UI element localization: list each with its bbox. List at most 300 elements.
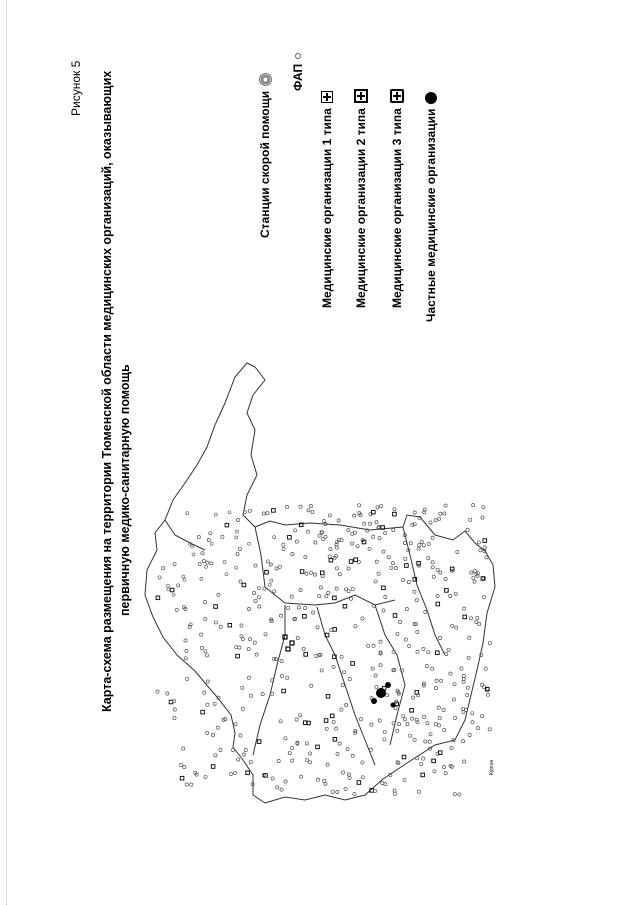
- fap-marker: [214, 621, 217, 624]
- fap-marker: [443, 766, 446, 769]
- fap-marker: [413, 738, 416, 741]
- fap-marker: [378, 537, 381, 540]
- med-org-marker: [170, 588, 174, 592]
- med-org-marker: [405, 564, 409, 568]
- med-org-marker: [246, 771, 250, 775]
- fap-marker: [177, 584, 180, 587]
- fap-marker: [166, 584, 169, 587]
- fap-marker: [197, 536, 200, 539]
- fap-marker: [210, 542, 213, 545]
- fap-marker: [456, 550, 459, 553]
- fap-marker: [186, 512, 189, 515]
- fap-marker: [351, 754, 354, 757]
- fap-marker: [481, 715, 484, 718]
- fap-marker: [347, 567, 350, 570]
- fap-marker: [403, 718, 406, 721]
- fap-marker: [424, 610, 427, 613]
- fap-marker: [431, 667, 434, 670]
- fap-marker: [370, 723, 373, 726]
- fap-marker: [422, 647, 425, 650]
- fap-marker: [450, 746, 453, 749]
- fap-marker: [234, 723, 237, 726]
- med-org-marker: [236, 654, 240, 658]
- fap-marker: [347, 529, 350, 532]
- fap-marker: [238, 646, 241, 649]
- fap-marker: [184, 639, 187, 642]
- fap-marker: [409, 542, 412, 545]
- med-org-marker: [225, 523, 229, 527]
- fap-marker: [214, 513, 217, 516]
- fap-marker: [198, 563, 201, 566]
- fap-marker: [431, 566, 434, 569]
- fap-marker: [236, 553, 239, 556]
- fap-marker: [217, 593, 220, 596]
- fap-marker: [295, 718, 298, 721]
- city-marker: [391, 703, 396, 708]
- fap-marker: [241, 638, 244, 641]
- fap-marker: [396, 729, 399, 732]
- fap-marker: [335, 567, 338, 570]
- fap-marker: [466, 686, 469, 689]
- fap-marker: [472, 504, 475, 507]
- fap-marker: [380, 504, 383, 507]
- fap-marker: [396, 632, 399, 635]
- title-line-1: Карта-схема размещения на территории Тюменской области медицинских организаций, оказывающих: [100, 70, 114, 712]
- figure-label: Рисунок 5: [69, 60, 83, 116]
- med-org-marker: [333, 738, 337, 742]
- fap-marker: [473, 580, 476, 583]
- fap-marker: [348, 776, 351, 779]
- fap-marker: [427, 542, 430, 545]
- med-org-marker: [330, 714, 334, 718]
- fap-marker: [416, 650, 419, 653]
- fap-marker: [296, 637, 299, 640]
- fap-marker: [444, 577, 447, 580]
- fap-marker: [341, 684, 344, 687]
- fap-marker: [318, 595, 321, 598]
- fap-marker: [325, 727, 328, 730]
- fap-marker: [202, 560, 205, 563]
- med-org-marker: [354, 558, 358, 562]
- fap-marker: [460, 667, 463, 670]
- med-org-marker: [445, 589, 449, 593]
- fap-marker: [172, 593, 175, 596]
- med-org-marker: [282, 689, 286, 693]
- fap-marker: [404, 638, 407, 641]
- fap-marker: [340, 655, 343, 658]
- fap-marker: [305, 742, 308, 745]
- fap-marker: [288, 752, 291, 755]
- fap-marker: [404, 557, 407, 560]
- fap-marker: [304, 606, 307, 609]
- med-type1-icon: [321, 91, 333, 103]
- fap-marker: [156, 690, 159, 693]
- fap-marker: [353, 514, 356, 517]
- fap-marker: [275, 567, 278, 570]
- med-org-marker: [329, 558, 333, 562]
- fap-marker: [462, 710, 465, 713]
- fap-marker: [483, 577, 486, 580]
- fap-marker: [463, 760, 466, 763]
- fap-marker: [242, 753, 245, 756]
- title-line-2: первичную медико-санитарную помощь: [118, 364, 132, 616]
- fap-marker: [310, 571, 313, 574]
- fap-marker: [233, 771, 236, 774]
- fap-marker: [279, 614, 282, 617]
- fap-marker: [445, 652, 448, 655]
- fap-marker: [481, 516, 484, 519]
- fap-marker: [329, 548, 332, 551]
- med-org-marker: [402, 755, 406, 759]
- fap-marker: [235, 530, 238, 533]
- fap-marker: [429, 521, 432, 524]
- fap-marker: [201, 552, 204, 555]
- med-org-marker: [228, 623, 232, 627]
- fap-marker: [413, 511, 416, 514]
- fap-marker: [383, 738, 386, 741]
- fap-marker: [213, 702, 216, 705]
- fap-marker: [463, 607, 466, 610]
- fap-marker: [417, 547, 420, 550]
- med-org-marker: [214, 605, 218, 609]
- med-org-marker: [300, 570, 304, 574]
- med-org-marker: [265, 571, 269, 575]
- fap-marker: [325, 595, 328, 598]
- med-org-marker: [333, 628, 337, 632]
- fap-marker: [427, 651, 430, 654]
- fap-marker: [338, 742, 341, 745]
- fap-marker: [375, 560, 378, 563]
- legend-med-type1-label: Медицинские организации 1 типа: [320, 108, 334, 308]
- fap-marker: [353, 793, 356, 796]
- fap-marker: [180, 763, 183, 766]
- legend-fap-label: ФАП: [291, 63, 305, 91]
- fap-marker: [166, 692, 169, 695]
- fap-marker: [271, 777, 274, 780]
- fap-marker: [451, 624, 454, 627]
- fap-marker: [309, 761, 312, 764]
- fap-marker: [434, 519, 437, 522]
- fap-marker: [483, 546, 486, 549]
- fap-marker: [338, 573, 341, 576]
- region-map: [135, 355, 515, 825]
- med-org-marker: [333, 596, 337, 600]
- fap-marker: [428, 740, 431, 743]
- fap-marker: [453, 793, 456, 796]
- fap-marker: [314, 541, 317, 544]
- fap-marker: [479, 549, 482, 552]
- med-org-marker: [283, 635, 287, 639]
- fap-marker: [282, 543, 285, 546]
- fap-marker: [351, 542, 354, 545]
- fap-marker: [363, 522, 366, 525]
- fap-marker: [254, 599, 257, 602]
- fap-marker: [291, 759, 294, 762]
- fap-marker: [331, 790, 334, 793]
- fap-marker: [422, 544, 425, 547]
- fap-marker: [232, 748, 235, 751]
- fap-marker: [203, 691, 206, 694]
- ambulance-station-icon: [259, 73, 272, 86]
- fap-marker: [458, 793, 461, 796]
- fap-marker: [328, 514, 331, 517]
- legend-med-type2: [354, 89, 368, 308]
- med-org-marker: [382, 586, 386, 590]
- med-org-marker: [349, 560, 353, 564]
- fap-marker: [249, 761, 252, 764]
- med-org-marker: [436, 651, 440, 655]
- fap-marker: [175, 608, 178, 611]
- fap-marker: [435, 679, 438, 682]
- fap-marker: [206, 731, 209, 734]
- fap-marker: [270, 579, 273, 582]
- fap-marker: [284, 780, 287, 783]
- fap-marker: [437, 724, 440, 727]
- fap-marker: [426, 722, 429, 725]
- legend-med-type3-label: Медицинские организации 3 типа: [390, 108, 404, 308]
- fap-marker: [425, 664, 428, 667]
- fap-marker: [285, 506, 288, 509]
- fap-marker: [291, 552, 294, 555]
- fap-marker: [282, 547, 285, 550]
- fap-marker: [477, 541, 480, 544]
- fap-marker: [476, 616, 479, 619]
- fap-marker: [471, 712, 474, 715]
- med-org-marker: [357, 781, 361, 785]
- fap-marker: [310, 684, 313, 687]
- fap-marker: [379, 640, 382, 643]
- fap-marker: [349, 597, 352, 600]
- fap-marker: [418, 544, 421, 547]
- fap-marker: [241, 707, 244, 710]
- fap-marker: [393, 789, 396, 792]
- fap-marker: [432, 575, 435, 578]
- fap-marker: [214, 754, 217, 757]
- fap-marker: [336, 790, 339, 793]
- fap-marker: [167, 588, 170, 591]
- fap-marker: [257, 596, 260, 599]
- fap-marker: [374, 789, 377, 792]
- fap-marker: [407, 580, 410, 583]
- fap-marker: [173, 708, 176, 711]
- fap-marker: [486, 693, 489, 696]
- fap-marker: [211, 733, 214, 736]
- fap-marker: [304, 556, 307, 559]
- med-org-marker: [290, 641, 294, 645]
- fap-marker: [204, 775, 207, 778]
- fap-marker: [192, 553, 195, 556]
- fap-marker: [239, 734, 242, 737]
- fap-marker: [368, 547, 371, 550]
- med-org-marker: [326, 695, 330, 699]
- fap-marker: [468, 733, 471, 736]
- fap-marker: [311, 511, 314, 514]
- fap-marker: [436, 595, 439, 598]
- fap-marker: [361, 617, 364, 620]
- fap-marker: [200, 577, 203, 580]
- med-type2-icon: [354, 89, 368, 103]
- med-org-marker: [324, 719, 328, 723]
- fap-marker: [387, 556, 390, 559]
- fap-marker: [326, 763, 329, 766]
- fap-marker: [405, 608, 408, 611]
- med-org-marker: [393, 614, 397, 618]
- fap-marker: [383, 730, 386, 733]
- fap-marker: [291, 746, 294, 749]
- fap-marker: [228, 511, 231, 514]
- fap-marker: [356, 545, 359, 548]
- fap-marker: [252, 591, 255, 594]
- fap-marker: [186, 677, 189, 680]
- fap-marker: [393, 508, 396, 511]
- fap-marker: [299, 588, 302, 591]
- fap-marker: [433, 770, 436, 773]
- fap-marker: [247, 648, 250, 651]
- fap-marker: [375, 521, 378, 524]
- fap-marker: [247, 607, 250, 610]
- fap-marker: [255, 653, 258, 656]
- fap-marker: [377, 572, 380, 575]
- fap-marker: [302, 647, 305, 650]
- fap-marker: [258, 605, 261, 608]
- fap-marker: [183, 578, 186, 581]
- fap-marker: [466, 528, 469, 531]
- fap-marker: [374, 580, 377, 583]
- fap-marker: [190, 545, 193, 548]
- fap-marker: [420, 763, 423, 766]
- fap-marker: [318, 534, 321, 537]
- fap-marker: [391, 562, 394, 565]
- fap-marker: [235, 646, 238, 649]
- fap-marker: [244, 748, 247, 751]
- fap-marker: [200, 646, 203, 649]
- fap-marker: [475, 620, 478, 623]
- fap-marker: [225, 573, 228, 576]
- legend-ambulance-label: Станции скорой помощи: [258, 90, 272, 238]
- fap-marker: [204, 650, 207, 653]
- fap-marker: [162, 567, 165, 570]
- fap-marker: [470, 571, 473, 574]
- fap-marker: [238, 547, 241, 550]
- city-marker: [371, 698, 377, 704]
- fap-marker: [471, 721, 474, 724]
- fap-marker: [444, 772, 447, 775]
- fap-marker: [277, 759, 280, 762]
- fap-marker: [488, 728, 491, 731]
- fap-marker: [453, 716, 456, 719]
- fap-marker: [247, 676, 250, 679]
- fap-marker: [206, 680, 209, 683]
- map-label-kurgan: Курган: [489, 759, 495, 775]
- fap-marker: [210, 562, 213, 565]
- fap-marker: [273, 536, 276, 539]
- med-org-marker: [351, 662, 355, 666]
- fap-marker: [235, 566, 238, 569]
- fap-marker: [422, 715, 425, 718]
- fap-marker: [284, 737, 287, 740]
- med-org-marker: [303, 615, 307, 619]
- private-org-icon: [425, 92, 437, 104]
- fap-marker: [299, 505, 302, 508]
- fap-marker: [424, 740, 427, 743]
- fap-marker: [361, 761, 364, 764]
- fap-marker: [241, 686, 244, 689]
- med-org-marker: [343, 604, 347, 608]
- fap-marker: [263, 587, 266, 590]
- med-org-marker: [242, 583, 246, 587]
- fap-marker: [382, 550, 385, 553]
- fap-marker: [384, 532, 387, 535]
- fap-marker: [305, 572, 308, 575]
- fap-marker: [348, 678, 351, 681]
- fap-marker: [467, 656, 470, 659]
- fap-marker: [173, 717, 176, 720]
- fap-marker: [402, 578, 405, 581]
- fap-marker: [406, 723, 409, 726]
- fap-marker: [468, 636, 471, 639]
- legend-med-type1: [320, 91, 334, 308]
- fap-marker: [384, 783, 387, 786]
- fap-marker: [323, 779, 326, 782]
- fap-marker: [351, 588, 354, 591]
- fap-marker: [185, 783, 188, 786]
- fap-marker: [369, 522, 372, 525]
- med-org-marker: [304, 653, 308, 657]
- fap-marker: [182, 747, 185, 750]
- fap-marker: [299, 775, 302, 778]
- fap-marker: [203, 601, 206, 604]
- fap-marker: [409, 734, 412, 737]
- fap-marker: [299, 714, 302, 717]
- fap-marker: [455, 626, 458, 629]
- med-org-marker: [257, 740, 261, 744]
- fap-marker: [335, 546, 338, 549]
- fap-marker: [411, 717, 414, 720]
- fap-marker: [394, 567, 397, 570]
- fap-marker: [392, 528, 395, 531]
- fap-marker: [408, 644, 411, 647]
- fap-marker: [472, 576, 475, 579]
- fap-marker: [484, 667, 487, 670]
- fap-marker: [337, 519, 340, 522]
- fap-marker: [248, 542, 251, 545]
- fap-marker: [453, 683, 456, 686]
- fap-marker: [307, 530, 310, 533]
- city-marker: [385, 682, 391, 688]
- fap-marker: [280, 788, 283, 791]
- fap-marker: [206, 561, 209, 564]
- fap-marker: [434, 686, 437, 689]
- fap-marker: [438, 717, 441, 720]
- fap-marker: [367, 644, 370, 647]
- fap-marker: [294, 529, 297, 532]
- fap-marker: [306, 759, 309, 762]
- fap-marker: [439, 636, 442, 639]
- fap-marker: [345, 703, 348, 706]
- med-org-marker: [286, 647, 290, 651]
- med-org-marker: [288, 536, 292, 540]
- fap-marker: [439, 571, 442, 574]
- fap-marker: [309, 505, 312, 508]
- fap-marker: [488, 642, 491, 645]
- fap-marker: [358, 504, 361, 507]
- region-outline: [145, 363, 495, 803]
- fap-marker: [240, 624, 243, 627]
- fap-marker: [190, 783, 193, 786]
- med-org-marker: [316, 745, 320, 749]
- fap-marker: [276, 786, 279, 789]
- fap-marker: [343, 671, 346, 674]
